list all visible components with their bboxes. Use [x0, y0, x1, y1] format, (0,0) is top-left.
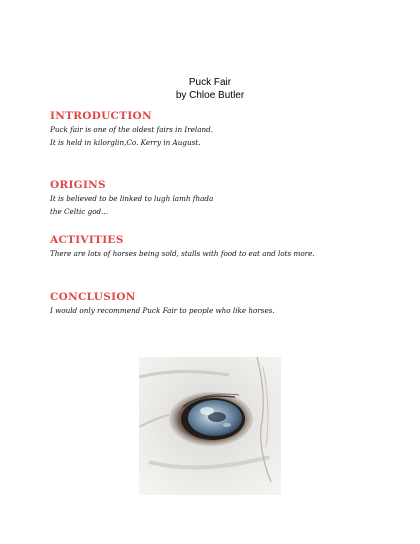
section-heading-activities: ACTIVITIES [50, 234, 124, 246]
body-line: It is held in kilorglin,Co. Kerry in August. [50, 137, 201, 147]
page-title: Puck Fair [188, 77, 232, 88]
title-block [0, 76, 420, 102]
body-line: I would only recommend Puck Fair to people who like horses. [50, 306, 275, 315]
section-body-origins [50, 193, 213, 218]
section-heading-origins: ORIGINS [50, 179, 106, 191]
body-line: Puck fair is one of the oldest fairs in Ireland. [50, 125, 214, 134]
section-heading-conclusion: CONCLUSION [50, 291, 136, 303]
body-line: There are lots of horses being sold, stalls with food to eat and lots more. [50, 249, 315, 258]
page-author: by Chloe Butler [175, 90, 245, 101]
section-body-introduction [50, 124, 213, 149]
section-body-activities [50, 248, 315, 261]
horse-eye-photo [139, 357, 281, 495]
body-line: the Celtic god... [50, 206, 108, 216]
section-body-conclusion [50, 305, 275, 318]
section-heading-introduction: INTRODUCTION [50, 110, 152, 122]
body-line: It is believed to be linked to lugh lamh fhada [50, 194, 214, 203]
